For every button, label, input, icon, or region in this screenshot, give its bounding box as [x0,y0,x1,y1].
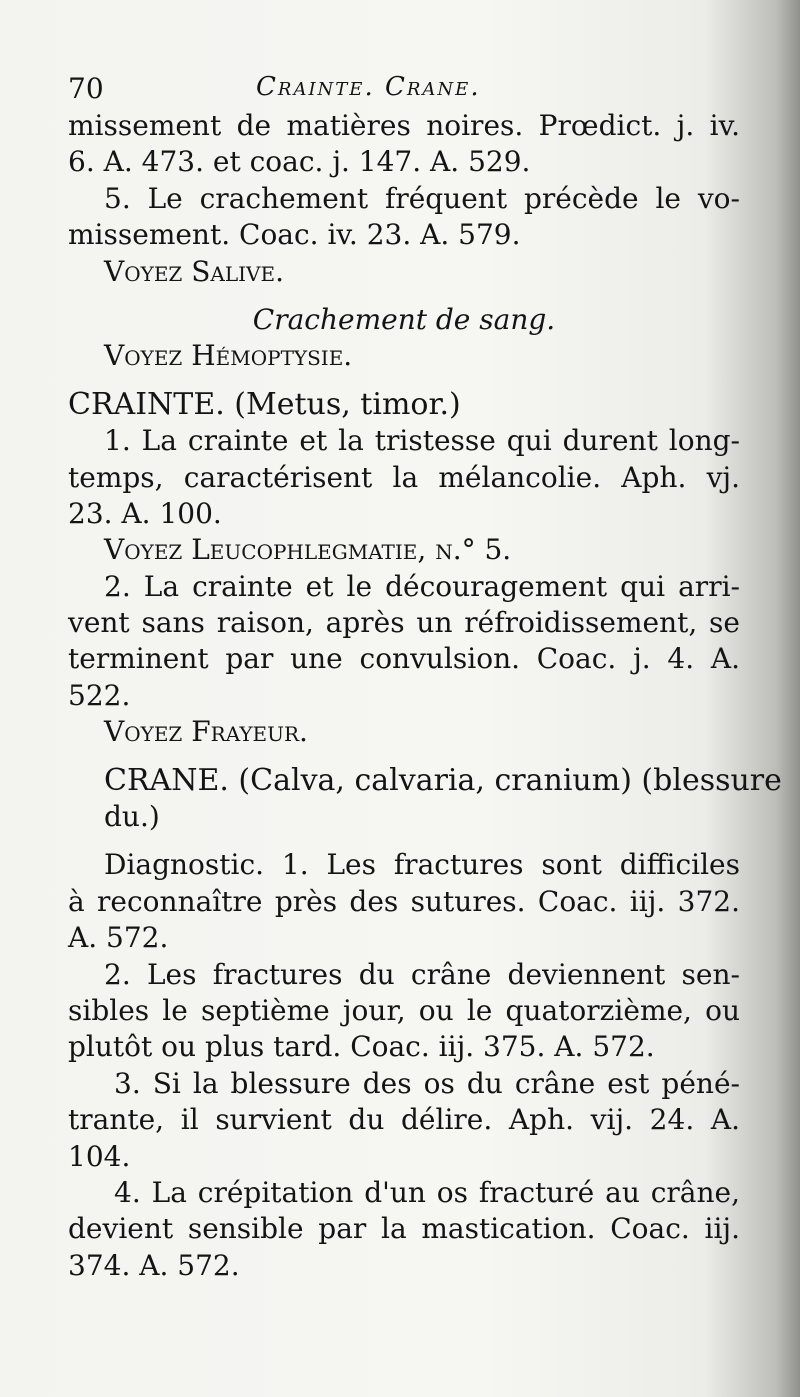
text-line: sibles le septième jour, ou le quatorzième, ou [68,993,740,1027]
cross-reference: Voyez Salive. [104,254,284,288]
text-line: à reconnaître près des sutures. Coac. iij. 372. [68,884,740,918]
text-line: A. 572. [68,921,169,955]
text-line: trante, il survient du délire. Aph. vij. 24. A. [68,1103,740,1137]
cross-reference: Voyez Hémoptysie. [104,339,353,373]
page-header [68,68,758,108]
cross-reference: Voyez Leucophlegmatie, n.° 5. [104,533,512,567]
text-line: 1. La crainte et la tristesse qui durent long- [104,424,740,458]
text-line: 5. Le crachement fréquent précède le vo- [104,181,740,215]
subheading: Crachement de sang. [252,302,556,336]
text-line: 4. La crépitation d'un os fracturé au crâne, [114,1175,740,1209]
text-line: 522. [68,678,131,712]
entry-heading-crane: CRANE. (Calva, calvaria, cranium) (blessure [104,762,782,798]
page-text [68,108,782,1284]
cross-reference: Voyez Frayeur. [104,715,308,749]
text-line: 23. A. 100. [68,496,222,530]
entry-heading-crainte: CRAINTE. (Metus, timor.) [68,386,461,422]
text-line: plutôt ou plus tard. Coac. iij. 375. A. 572. [68,1030,655,1064]
text-line: du.) [104,800,160,834]
text-line: 374. A. 572. [68,1248,240,1282]
text-line: devient sensible par la mastication. Coac. iij. [68,1212,740,1246]
text-line: 2. La crainte et le découragement qui arri- [104,569,740,603]
text-line: missement. Coac. iv. 23. A. 579. [68,218,521,252]
text-line: 2. Les fractures du crâne deviennent sen- [104,957,740,991]
text-line: vent sans raison, après un réfroidissement, se [68,606,740,640]
text-line: 104. [68,1139,131,1173]
text-line: missement de matières noires. Prœdict. j. iv. [68,109,740,142]
text-line: terminent par une convulsion. Coac. j. 4. A. [68,642,740,676]
page-number: 70 [68,72,104,105]
text-line: temps, caractérisent la mélancolie. Aph. vj. [68,460,740,494]
text-line: 6. A. 473. et coac. j. 147. A. 529. [68,145,531,179]
text-line: Diagnostic. 1. Les fractures sont difficiles [104,848,740,882]
text-line: 3. Si la blessure des os du crâne est péné- [114,1066,740,1100]
running-head: Crainte. Crane. [256,72,481,102]
